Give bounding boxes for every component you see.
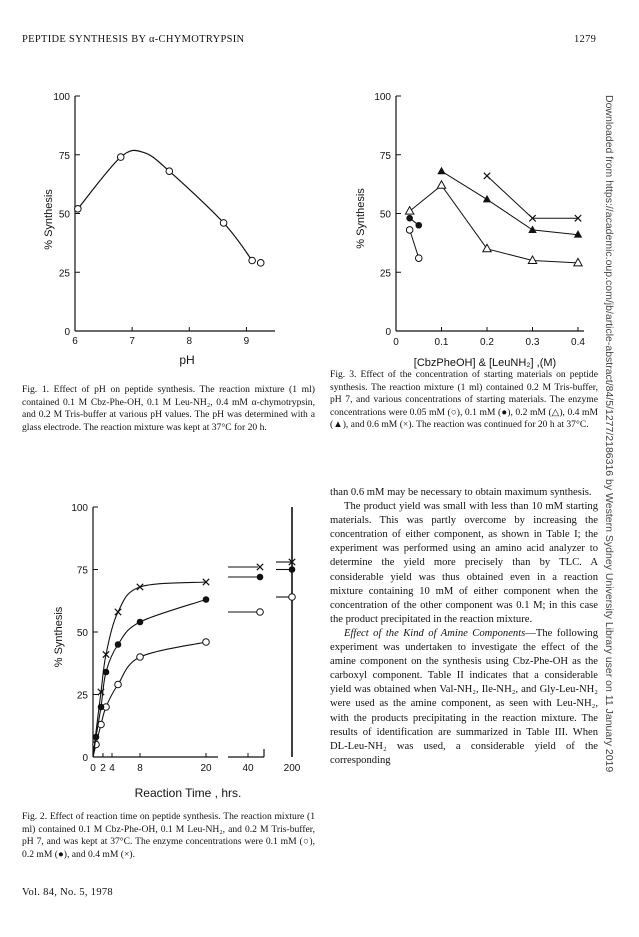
y-tick-label: 25: [58, 268, 70, 280]
data-point: [289, 566, 296, 573]
section-heading: Effect of the Kind of Amine Components: [344, 627, 526, 639]
x-tick-label: 0: [90, 763, 96, 774]
figure-2-chart: [40, 495, 320, 800]
data-point: [203, 639, 210, 646]
data-point: [75, 206, 82, 213]
x-tick-label: 2: [100, 763, 106, 774]
series-curve: [93, 582, 206, 757]
fitted-curve: [78, 150, 252, 260]
data-point: [406, 227, 413, 234]
data-point: [574, 258, 582, 266]
data-point: [117, 154, 124, 161]
data-point: [437, 181, 445, 189]
data-point: [220, 220, 227, 227]
x-tick-label: 0.4: [571, 337, 585, 348]
series-curve: [93, 600, 206, 758]
y-axis-label: % Synthesis: [355, 188, 367, 249]
data-point: [257, 574, 264, 581]
download-notice: [600, 95, 630, 785]
data-point: [528, 225, 536, 233]
x-tick-label: 0.2: [480, 337, 494, 348]
body-text: [330, 486, 598, 768]
y-tick-label: 75: [76, 565, 88, 577]
x-tick-label: 0: [393, 337, 399, 348]
x-tick-label: 6: [72, 336, 78, 347]
series-line: [442, 171, 579, 235]
x-tick-label: 200: [283, 763, 301, 774]
x-tick-label: 0.1: [434, 337, 449, 348]
series-line: [410, 185, 578, 263]
data-point: [415, 222, 422, 229]
y-tick-label: 75: [379, 150, 391, 162]
x-tick-label: 20: [200, 763, 212, 774]
paragraph-3-text: —The following experiment was undertaken to investigate the effect of the amine component on the synthesis using Cbz-Phe-OH as the carboxyl component. Table II indicates that a considerable yield was obtained when Val-NH₂, Ile-NH₂, and Gly-Leu-NH₂ were used as the amine component, as seen with Leu-NH₂, with the products precipitating in the reaction mixture. The results of identification are summarized in Table III. When DL-Leu-NH₂ was used, a considerable yield of the corresponding: [330, 627, 598, 766]
data-point: [405, 207, 413, 215]
data-point: [484, 173, 490, 179]
figure-3-caption: Fig. 3. Effect of the concentration of starting materials on peptide synthesis. The reaction mixture (1 ml) contained 0.2 M Tris-buffer, pH 7, and various concentrations of starting materials. The enzyme concentrations were 0.05 mM (○), 0.1 mM (●), 0.2 mM (△), 0.4 mM (▲), and 0.6 mM (×). The reaction was continued for 20 h at 37°C.: [330, 369, 598, 431]
y-tick-label: 50: [58, 209, 70, 221]
data-point: [257, 260, 264, 267]
y-axis-label: % Synthesis: [53, 606, 65, 668]
series-line: [410, 230, 419, 258]
series-line: [487, 176, 578, 218]
data-point: [483, 195, 491, 203]
page-number: 1279: [574, 34, 597, 45]
data-point: [406, 215, 413, 222]
data-point: [203, 596, 210, 603]
x-axis-label: [CbzPheOH] & [LeuNH₂] ,(M): [413, 357, 557, 369]
figure-3-chart: [330, 84, 600, 374]
data-point: [437, 167, 445, 175]
x-tick-label: 9: [243, 336, 250, 347]
data-point: [415, 255, 422, 262]
x-tick-label: 7: [129, 336, 135, 347]
x-tick-label: 4: [109, 763, 115, 774]
data-point: [257, 609, 264, 616]
x-tick-label: 0.3: [525, 337, 540, 348]
y-tick-label: 100: [71, 503, 88, 514]
paragraph-2: The product yield was small with less than 10 mM starting materials. This was partly overcome by increasing the concentration of either component, as shown in Table I; the experiment was performed using an amino acid analyzer to determine the yield more precisely than by TLC. A considerable yield was thus obtained even in a reaction mixture containing 10 mM of either component when the concentration of the other component was 0.1 M; in this case the product precipitated in the reaction mixture.: [330, 501, 598, 625]
figure-1-chart: [40, 84, 310, 374]
y-axis-label: % Synthesis: [43, 189, 55, 250]
figure-2-caption: Fig. 2. Effect of reaction time on peptide synthesis. The reaction mixture (1 ml) contained 0.1 M Cbz-Phe-OH, 0.1 M Leu-NH₂, and 0.2 M Tris-buffer, pH 7, and was kept at 37°C. The enzyme concentrations were 0.1 mM (○), 0.2 mM (●), and 0.4 mM (×).: [22, 811, 315, 860]
y-tick-label: 100: [374, 92, 391, 103]
y-tick-label: 0: [385, 327, 391, 338]
running-header: PEPTIDE SYNTHESIS BY α-CHYMOTRYPSIN: [22, 34, 245, 45]
data-point: [289, 594, 296, 601]
data-point: [115, 641, 122, 648]
y-tick-label: 0: [82, 753, 88, 764]
data-point: [137, 654, 144, 661]
y-tick-label: 25: [76, 690, 88, 702]
data-point: [137, 584, 143, 590]
y-tick-label: 25: [379, 268, 391, 280]
x-axis-label: Reaction Time , hrs.: [134, 786, 242, 800]
figure-1-caption: Fig. 1. Effect of pH on peptide synthesis. The reaction mixture (1 ml) contained 0.1 M Cbz-Phe-OH, 0.1 M Leu-NH₂, 0.4 mM α-chymotrypsin, and 0.2 M Tris-buffer at various pH values. The pH was determined with a glass electrode. The reaction mixture was kept at 37°C for 20 h.: [22, 384, 315, 433]
x-axis-label: pH: [179, 353, 195, 367]
x-tick-label: 40: [242, 763, 254, 774]
data-point: [115, 609, 121, 615]
y-tick-label: 0: [64, 327, 70, 338]
paragraph-1: than 0.6 mM may be necessary to obtain maximum synthesis.: [330, 487, 592, 498]
y-tick-label: 100: [53, 92, 70, 103]
y-tick-label: 50: [379, 209, 391, 221]
journal-footer: Vol. 84, No. 5, 1978: [22, 887, 113, 898]
data-point: [249, 257, 256, 264]
paragraph-3: [330, 627, 598, 768]
data-point: [137, 619, 144, 626]
x-tick-label: 8: [137, 763, 143, 774]
y-tick-label: 75: [58, 150, 70, 162]
y-tick-label: 50: [76, 628, 88, 639]
download-notice-text: Downloaded from https://academic.oup.com/jb/article-abstract/84/5/1277/2186316 by Western Sydney University Library user on 11 January 2019: [603, 95, 615, 773]
data-point: [115, 681, 122, 688]
x-tick-label: 8: [186, 336, 193, 347]
data-point: [166, 168, 173, 175]
